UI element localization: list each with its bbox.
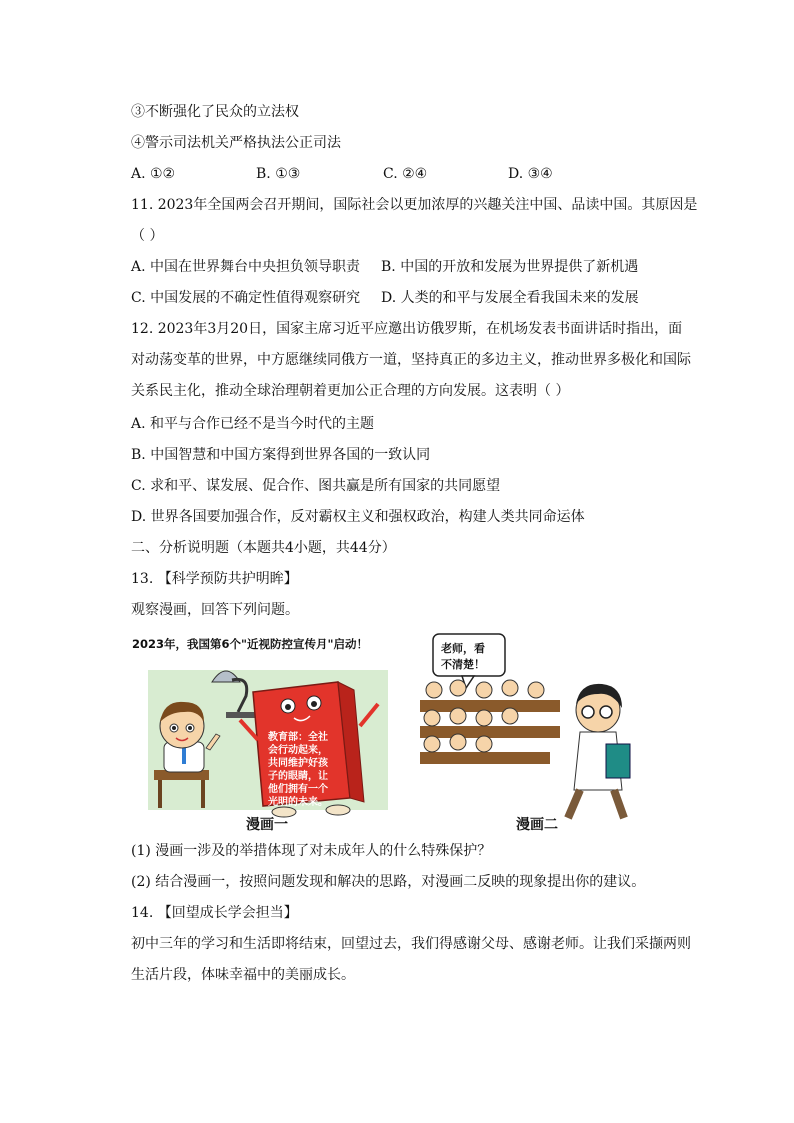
bubble-text-line-2: 不清楚！	[441, 658, 485, 671]
cartoon-banner: 2023年，我国第6个"近视防控宣传月"启动！	[132, 637, 368, 651]
q10-option-b[interactable]: B. ①③	[256, 166, 301, 182]
bubble-text-line-1: 老师，看	[441, 642, 485, 655]
book-text-line-2: 会行动起来，	[268, 745, 328, 756]
caption-cartoon-2: 漫画二	[516, 817, 558, 833]
desk-leg-right	[201, 780, 205, 808]
q12-option-c[interactable]: C. 求和平、谋发展、促合作、图共赢是所有国家的共同愿望	[131, 478, 501, 494]
q14-intro-line1: 初中三年的学习和生活即将结束，回望过去，我们得感谢父母、感谢老师。让我们采撷两则	[131, 936, 691, 952]
cartoon-figure	[128, 630, 668, 833]
q12-stem-line2: 对动荡变革的世界，中方愿继续同俄方一道，坚持真正的多边主义，推动世界多极化和国际	[131, 352, 691, 368]
q11-option-c[interactable]: C. 中国发展的不确定性值得观察研究	[131, 290, 361, 306]
book-text-line-4: 子的眼睛，让	[268, 771, 328, 782]
q13-title: 13. 【科学预防共护明眸】	[131, 571, 298, 587]
q12-stem-line1: 12. 2023年3月20日，国家主席习近平应邀出访俄罗斯，在机场发表书面讲话时指出，面	[131, 321, 683, 337]
q14-title: 14. 【回望成长学会担当】	[131, 905, 298, 921]
option-statement-4: ④警示司法机关严格执法公正司法	[131, 135, 341, 151]
q14-intro-line2: 生活片段，体味幸福中的美丽成长。	[131, 967, 355, 983]
q11-option-b[interactable]: B. 中国的开放和发展为世界提供了新机遇	[381, 259, 639, 275]
q13-intro: 观察漫画，回答下列问题。	[131, 602, 299, 618]
q12-option-a[interactable]: A. 和平与合作已经不是当今时代的主题	[131, 416, 375, 432]
book-text-line-1: 教育部：全社	[268, 732, 328, 743]
book-text-line-3: 共同维护好孩	[268, 758, 328, 769]
q11-option-d[interactable]: D. 人类的和平与发展全看我国未来的发展	[381, 290, 639, 306]
desk-leg-left	[158, 780, 162, 808]
q11-stem-line2: （ ）	[131, 228, 164, 244]
speech-bubble	[433, 634, 505, 688]
teacher-figure	[568, 684, 630, 818]
classroom-students	[420, 680, 560, 764]
book-text-line-6: 光明的未来。	[268, 797, 328, 808]
caption-cartoon-1: 漫画一	[246, 817, 288, 833]
q11-option-a[interactable]: A. 中国在世界舞台中央担负领导职责	[131, 259, 361, 275]
q10-option-c[interactable]: C. ②④	[383, 166, 428, 182]
q12-stem-line3: 关系民主化，推动全球治理朝着更加公正合理的方向发展。这表明（ ）	[131, 383, 570, 399]
q10-option-d[interactable]: D. ③④	[508, 166, 553, 182]
q11-stem-line1: 11. 2023年全国两会召开期间，国际社会以更加浓厚的兴趣关注中国、品读中国。其原因是	[131, 197, 698, 213]
section-heading: 二、分析说明题（本题共4小题，共44分）	[131, 540, 396, 556]
option-statement-3: ③不断强化了民众的立法权	[131, 104, 299, 120]
q13-subquestion-2: (2) 结合漫画一，按照问题发现和解决的思路，对漫画二反映的现象提出你的建议。	[131, 874, 646, 890]
book-text-line-5: 他们拥有一个	[268, 784, 328, 795]
cartoon-illustration	[128, 630, 668, 830]
q10-option-a[interactable]: A. ①②	[131, 166, 176, 182]
q13-subquestion-1: (1) 漫画一涉及的举措体现了对未成年人的什么特殊保护？	[131, 843, 492, 859]
q12-option-d[interactable]: D. 世界各国要加强合作，反对霸权主义和强权政治，构建人类共同命运体	[131, 509, 585, 525]
q12-option-b[interactable]: B. 中国智慧和中国方案得到世界各国的一致认同	[131, 447, 431, 463]
